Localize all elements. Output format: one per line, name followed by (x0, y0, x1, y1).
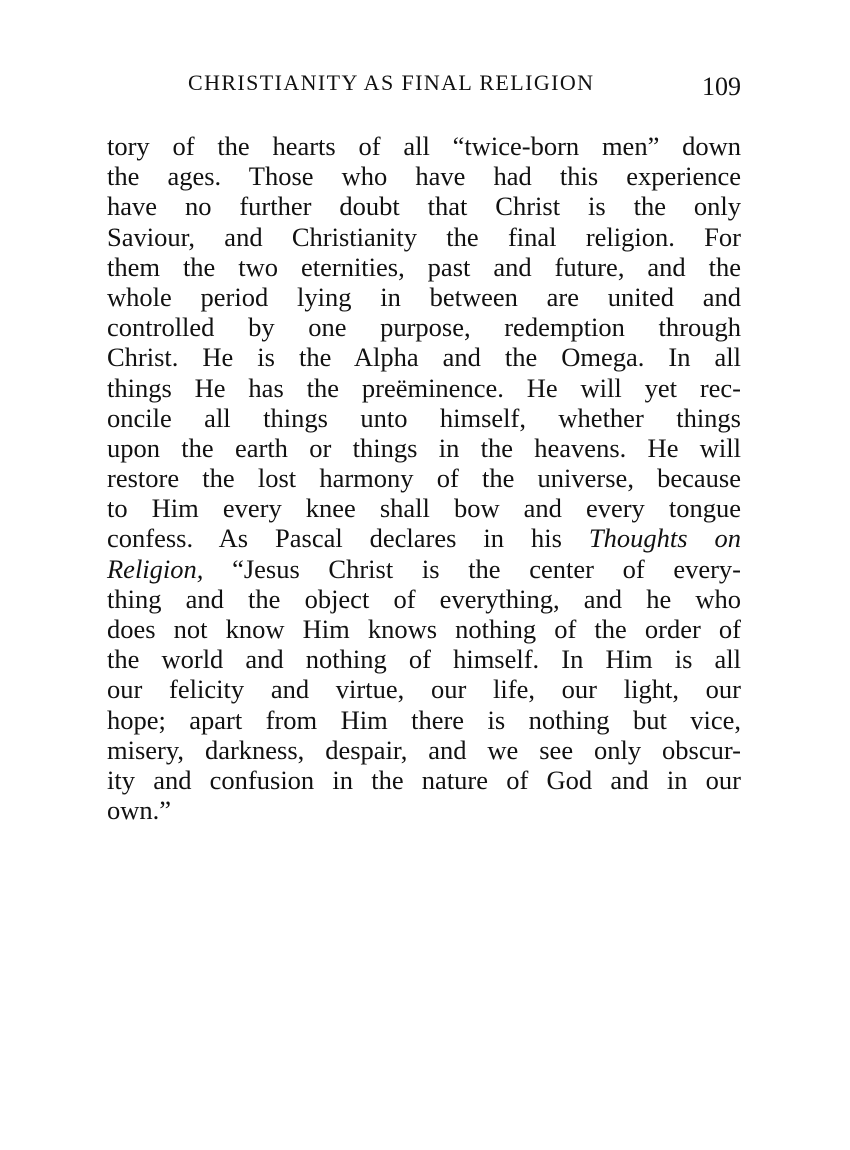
text-line: misery, darkness, despair, and we see only obscur- (107, 734, 741, 765)
text-line: things He has the preëminence. He will yet rec- (107, 372, 741, 403)
book-title-italic: Religion, (107, 553, 204, 584)
text-line: the ages. Those who have had this experience (107, 161, 741, 192)
book-title-italic: Thoughts on (588, 523, 741, 554)
text-line: the world and nothing of himself. In Him is all (107, 644, 741, 675)
text-line (107, 554, 741, 584)
text-line: tory of the hearts of all “twice-born men” down (107, 131, 741, 161)
text-line: thing and the object of everything, and he who (107, 583, 741, 614)
text-line: hope; apart from Him there is nothing but vice, (107, 704, 741, 735)
text-line: own.” (107, 795, 172, 826)
text-line: whole period lying in between are united and (107, 281, 741, 312)
text-line: ity and confusion in the nature of God and in our (107, 764, 741, 795)
text-line: restore the lost harmony of the universe, because (107, 463, 741, 494)
text-line (107, 523, 741, 553)
text-line: does not know Him knows nothing of the order of (107, 614, 741, 644)
text-line: upon the earth or things in the heavens. He will (107, 432, 741, 463)
text-line: Saviour, and Christianity the final religion. For (107, 221, 741, 252)
text-line: oncile all things unto himself, whether things (107, 402, 741, 433)
text-line: our felicity and virtue, our life, our light, our (107, 674, 741, 705)
text-line: have no further doubt that Christ is the only (107, 191, 741, 222)
text-line: them the two eternities, past and future, and the (107, 251, 741, 282)
running-title: CHRISTIANITY AS FINAL RELIGION (188, 70, 595, 95)
text-line-segment: “Jesus Christ is the center of every- (203, 553, 741, 584)
running-head (107, 66, 741, 102)
page-number: 109 (702, 72, 741, 101)
text-line-segment: confess. As Pascal declares in his (107, 523, 589, 554)
text-line: Christ. He is the Alpha and the Omega. In all (107, 342, 741, 373)
text-line: controlled by one purpose, redemption through (107, 312, 741, 343)
text-line: to Him every knee shall bow and every tongue (107, 493, 741, 524)
body-paragraph (107, 131, 741, 825)
